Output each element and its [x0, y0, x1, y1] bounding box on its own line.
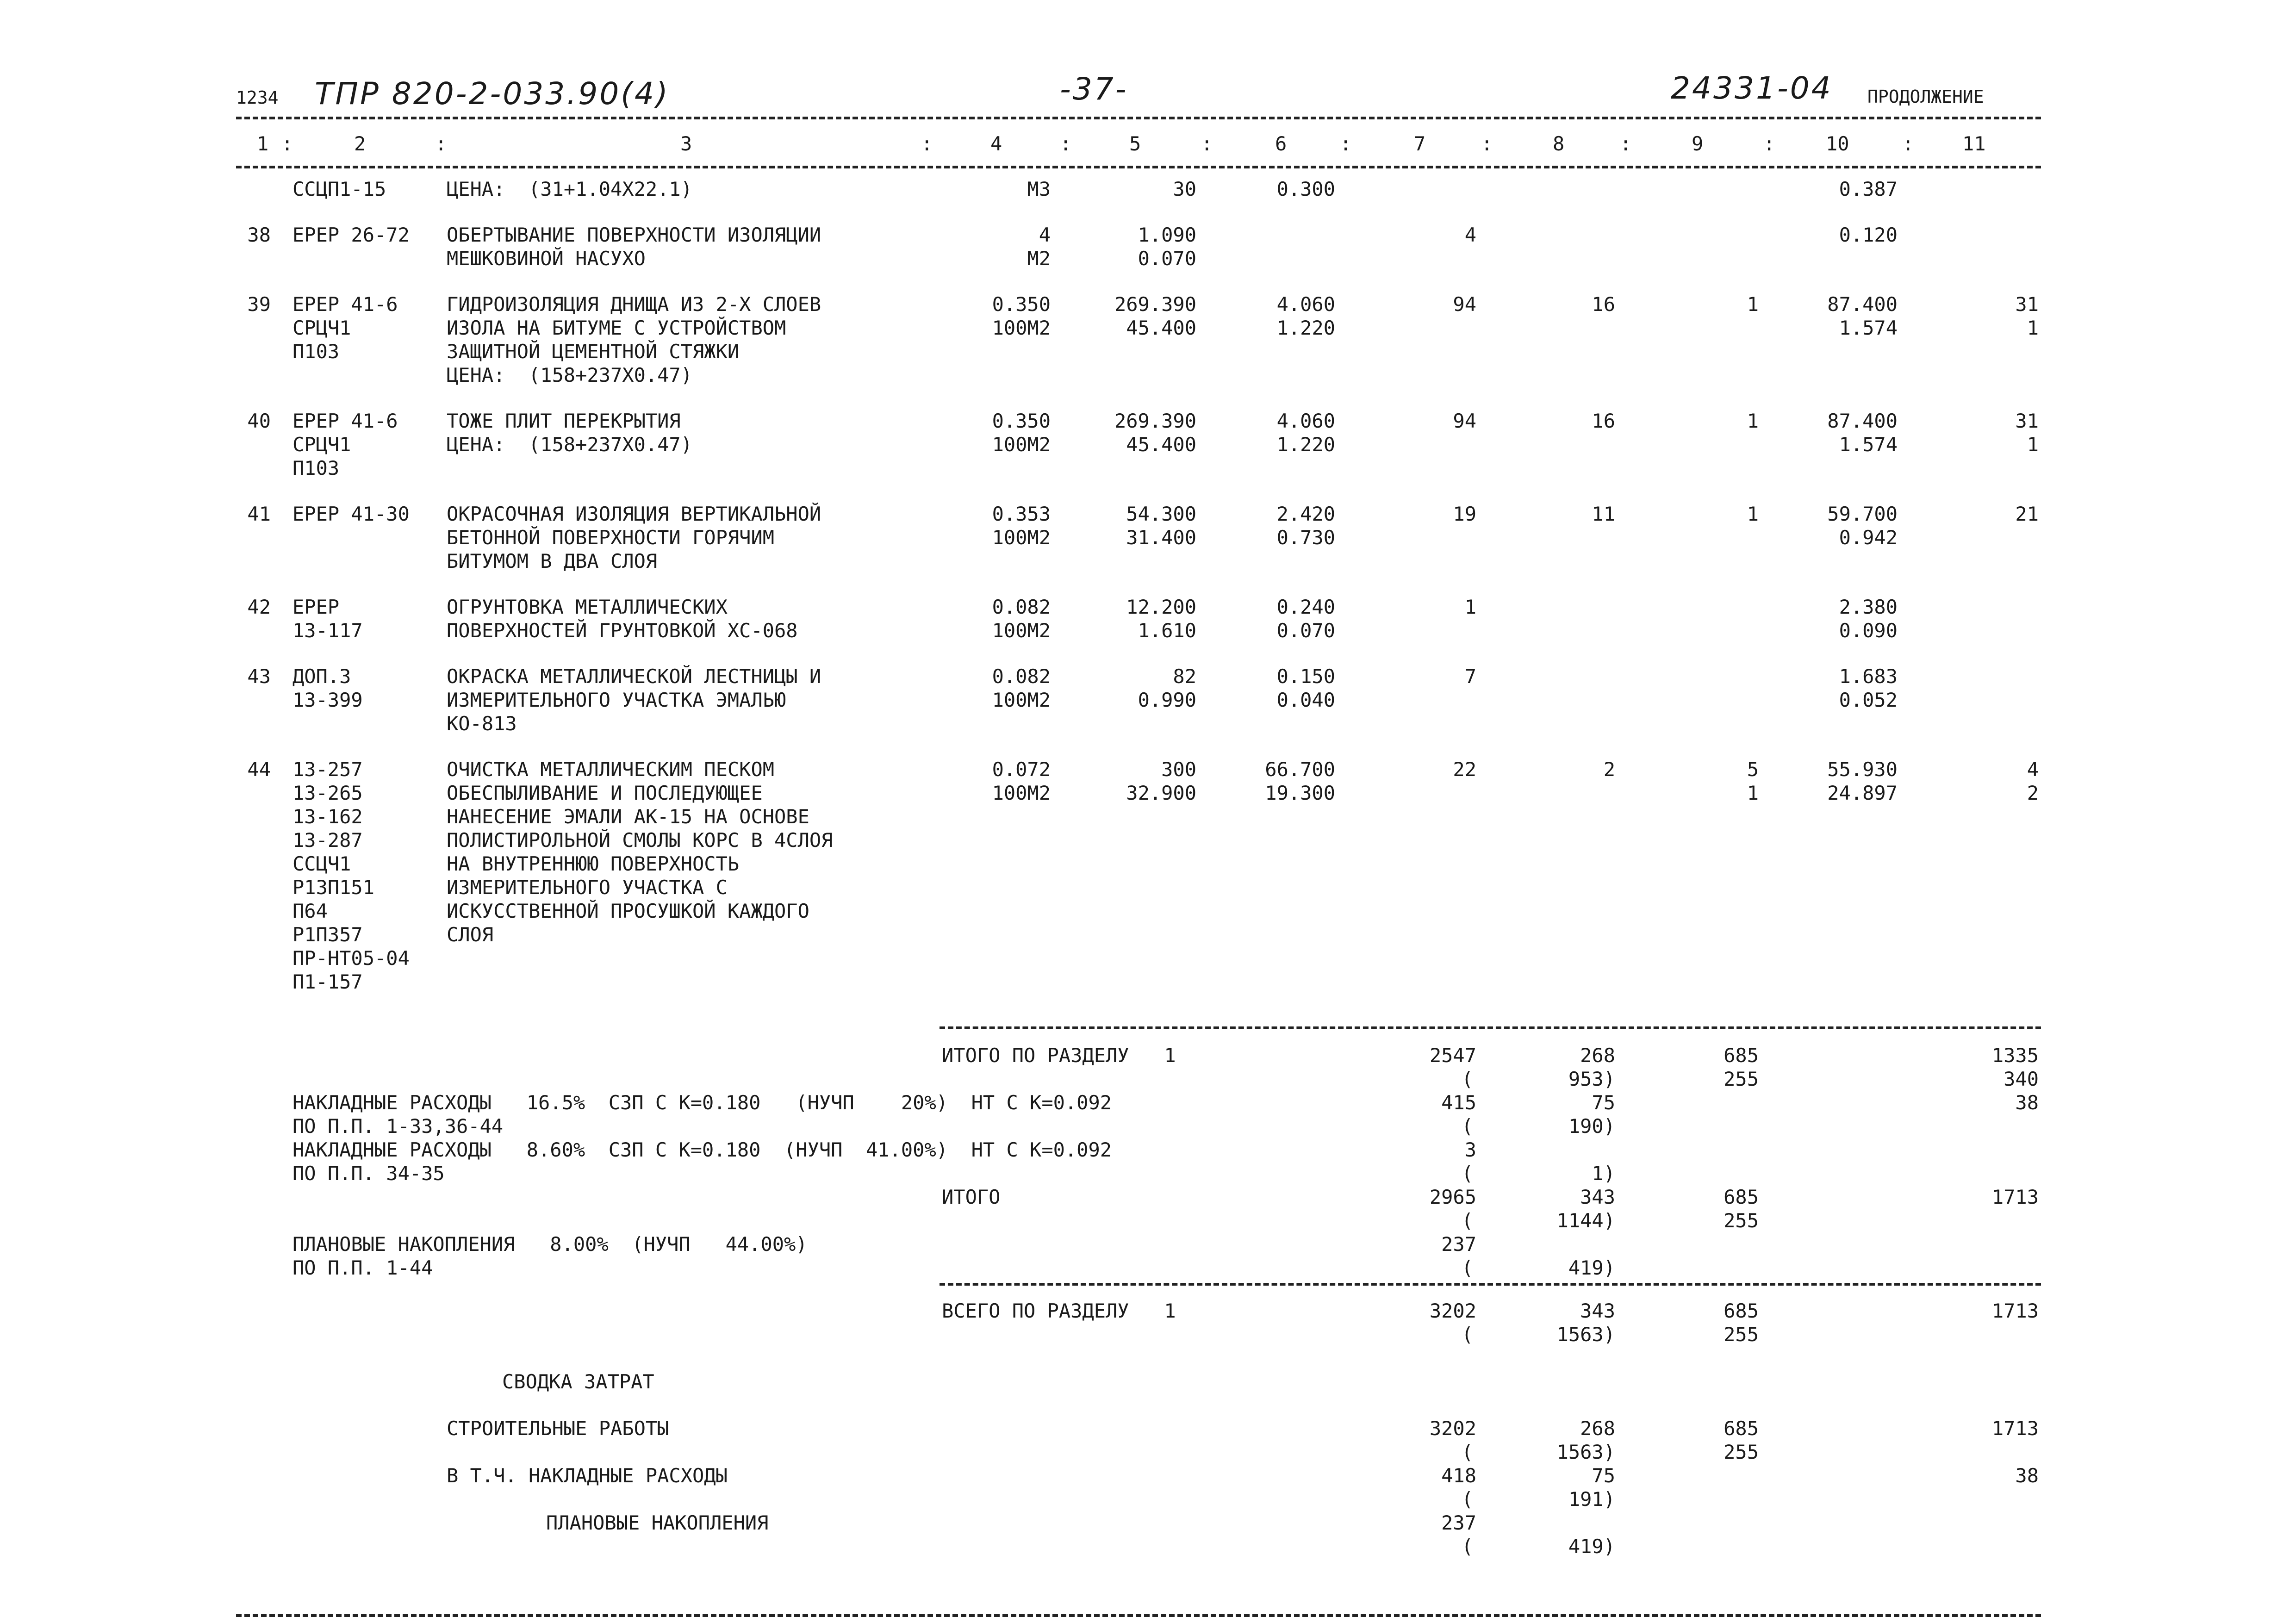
header-rule-bottom: [236, 166, 2041, 168]
cell-col-7: 4: [1464, 224, 1476, 246]
cell-col-7: 94: [1453, 410, 1476, 432]
cell-col-11: 31: [2015, 293, 2039, 316]
cell-col-3: ОЧИСТКА МЕТАЛЛИЧЕСКИМ ПЕСКОМ: [447, 758, 775, 781]
cell-col-10: 87.400: [1827, 410, 1898, 432]
paren-open: (: [1462, 1115, 1474, 1138]
cell-col-8: 2: [1603, 758, 1615, 781]
header-rule-top: [236, 117, 2041, 119]
total-col-11: 340: [2004, 1068, 2039, 1090]
cell-col-2: ЕРЕР 41-30: [292, 503, 410, 525]
cell-col-6: 0.240: [1276, 596, 1335, 618]
summary-col-8: 1563): [1556, 1441, 1615, 1463]
cell-col-5: 30: [1173, 178, 1196, 200]
cell-col-1: 39: [247, 293, 271, 316]
summary-col-9: 255: [1724, 1441, 1759, 1463]
summary-col-8: 268: [1580, 1417, 1615, 1440]
summary-label: ПЛАНОВЫЕ НАКОПЛЕНИЯ: [546, 1511, 769, 1534]
paren-open: (: [1462, 1162, 1474, 1185]
paren-open: (: [1462, 1441, 1474, 1463]
cell-col-2: Р1П357: [292, 923, 363, 946]
paren-open: (: [1462, 1323, 1474, 1346]
cell-col-3: ОГРУНТОВКА МЕТАЛЛИЧЕСКИХ: [447, 596, 728, 618]
cell-col-2: 13-117: [292, 619, 363, 642]
cell-col-4: 0.353: [992, 503, 1051, 525]
total-col-8: 190): [1568, 1115, 1615, 1138]
overhead-line: ПЛАНОВЫЕ НАКОПЛЕНИЯ 8.00% (НУЧП 44.00%): [292, 1233, 808, 1256]
total-col-7: 237: [1441, 1233, 1476, 1256]
cell-col-5: 269.390: [1114, 410, 1196, 432]
cell-col-8: 16: [1592, 293, 1615, 316]
cell-col-5: 300: [1161, 758, 1196, 781]
summary-col-9: 685: [1724, 1417, 1759, 1440]
cell-col-1: 43: [247, 665, 271, 688]
total-col-7: 415: [1441, 1091, 1476, 1114]
cell-col-3: НАНЕСЕНИЕ ЭМАЛИ АК-15 НА ОСНОВЕ: [447, 805, 809, 828]
cell-col-5: 0.070: [1138, 247, 1196, 270]
column-header-3: 3: [680, 132, 692, 155]
sheet-number: 1234: [236, 87, 279, 108]
cell-col-5: 31.400: [1126, 526, 1196, 549]
cell-col-3: БИТУМОМ В ДВА СЛОЯ: [447, 550, 658, 572]
cell-col-11: 31: [2015, 410, 2039, 432]
cell-col-9: 1: [1747, 410, 1759, 432]
cell-col-10: 24.897: [1827, 782, 1898, 804]
column-header-11: 11: [1962, 132, 1986, 155]
summary-title: СВОДКА ЗАТРАТ: [502, 1370, 654, 1393]
cell-col-8: 11: [1592, 503, 1615, 525]
cell-col-4: М3: [1027, 178, 1051, 200]
cell-col-5: 1.090: [1138, 224, 1196, 246]
cell-col-2: ЕРЕР 41-6: [292, 410, 398, 432]
cell-col-4: 100М2: [992, 782, 1051, 804]
cell-col-1: 44: [247, 758, 271, 781]
summary-col-7: 237: [1441, 1511, 1476, 1534]
cell-col-10: 0.942: [1839, 526, 1898, 549]
document-code: ТПР 820-2-033.90(4): [315, 76, 670, 112]
summary-label: В Т.Ч. НАКЛАДНЫЕ РАСХОДЫ: [447, 1464, 728, 1487]
cell-col-7: 22: [1453, 758, 1476, 781]
cell-col-4: 0.350: [992, 410, 1051, 432]
cell-col-5: 82: [1173, 665, 1196, 688]
total-col-11: 1713: [1991, 1186, 2039, 1208]
cell-col-2: СРЦЧ1: [292, 317, 351, 339]
column-separator: :: [1620, 132, 1632, 155]
column-header-6: 6: [1275, 132, 1287, 155]
cell-col-2: П103: [292, 457, 340, 479]
cell-col-6: 2.420: [1276, 503, 1335, 525]
column-header-1: 1: [257, 132, 269, 155]
cell-col-10: 55.930: [1827, 758, 1898, 781]
cell-col-7: 1: [1464, 596, 1476, 618]
total-col-9: 255: [1724, 1209, 1759, 1232]
total-label: ИТОГО ПО РАЗДЕЛУ 1: [942, 1044, 1176, 1067]
overhead-line: НАКЛАДНЫЕ РАСХОДЫ 16.5% СЗП С К=0.180 (НУЧП 20%) НТ С К=0.092: [292, 1091, 1112, 1114]
grand-total-rule: [940, 1283, 2041, 1286]
total-col-8: 75: [1592, 1091, 1615, 1114]
cell-col-4: 0.082: [992, 665, 1051, 688]
cell-col-6: 1.220: [1276, 317, 1335, 339]
column-separator: :: [281, 132, 293, 155]
summary-col-8: 75: [1592, 1464, 1615, 1487]
summary-col-11: 38: [2015, 1464, 2039, 1487]
column-separator: :: [1201, 132, 1213, 155]
cell-col-10: 0.120: [1839, 224, 1898, 246]
total-col-8: 268: [1580, 1044, 1615, 1067]
cell-col-3: ЦЕНА: (158+237X0.47): [447, 433, 693, 456]
column-separator: :: [435, 132, 447, 155]
section-total-rule: [940, 1026, 2041, 1029]
cell-col-6: 0.150: [1276, 665, 1335, 688]
cell-col-8: 16: [1592, 410, 1615, 432]
cell-col-4: 0.350: [992, 293, 1051, 316]
cell-col-5: 1.610: [1138, 619, 1196, 642]
cell-col-2: ССЦЧ1: [292, 852, 351, 875]
page-bottom-rule: [236, 1614, 2041, 1617]
cell-col-2: ЕРЕР 26-72: [292, 224, 410, 246]
total-col-11: 1335: [1991, 1044, 2039, 1067]
total-col-8: 1): [1592, 1162, 1615, 1185]
cell-col-5: 269.390: [1114, 293, 1196, 316]
column-header-7: 7: [1414, 132, 1426, 155]
column-separator: :: [1481, 132, 1493, 155]
cell-col-3: КО-813: [447, 712, 517, 735]
paren-open: (: [1462, 1068, 1474, 1090]
cell-col-3: ЦЕНА: (158+237X0.47): [447, 364, 693, 386]
cell-col-2: ЕРЕР 41-6: [292, 293, 398, 316]
cell-col-3: ИЗМЕРИТЕЛЬНОГО УЧАСТКА С: [447, 876, 728, 899]
total-col-9: 685: [1724, 1186, 1759, 1208]
total-col-7: 2547: [1429, 1044, 1476, 1067]
cell-col-3: ОКРАСКА МЕТАЛЛИЧЕСКОЙ ЛЕСТНИЦЫ И: [447, 665, 821, 688]
total-col-9: 255: [1724, 1323, 1759, 1346]
total-col-8: 419): [1568, 1256, 1615, 1279]
cell-col-7: 19: [1453, 503, 1476, 525]
total-col-9: 685: [1724, 1044, 1759, 1067]
cell-col-2: 13-287: [292, 829, 363, 852]
cell-col-6: 66.700: [1265, 758, 1335, 781]
column-separator: :: [1902, 132, 1914, 155]
cell-col-4: 0.072: [992, 758, 1051, 781]
cell-col-2: 13-257: [292, 758, 363, 781]
cell-col-10: 0.387: [1839, 178, 1898, 200]
total-col-9: 255: [1724, 1068, 1759, 1090]
total-col-9: 685: [1724, 1300, 1759, 1322]
cell-col-11: 1: [2027, 317, 2039, 339]
cell-col-3: ГИДРОИЗОЛЯЦИЯ ДНИЩА ИЗ 2-Х СЛОЕВ: [447, 293, 821, 316]
cell-col-3: НА ВНУТРЕННЮЮ ПОВЕРХНОСТЬ: [447, 852, 740, 875]
cell-col-6: 19.300: [1265, 782, 1335, 804]
cell-col-7: 94: [1453, 293, 1476, 316]
cell-col-3: ИЗМЕРИТЕЛЬНОГО УЧАСТКА ЭМАЛЬЮ: [447, 689, 786, 711]
cell-col-10: 1.574: [1839, 317, 1898, 339]
cell-col-4: 100М2: [992, 433, 1051, 456]
cell-col-11: 4: [2027, 758, 2039, 781]
cell-col-5: 32.900: [1126, 782, 1196, 804]
cell-col-5: 0.990: [1138, 689, 1196, 711]
cell-col-6: 0.040: [1276, 689, 1335, 711]
cell-col-6: 0.070: [1276, 619, 1335, 642]
cell-col-3: ЦЕНА: (31+1.04X22.1): [447, 178, 693, 200]
total-label: ВСЕГО ПО РАЗДЕЛУ 1: [942, 1300, 1176, 1322]
column-header-2: 2: [354, 132, 366, 155]
overhead-line: НАКЛАДНЫЕ РАСХОДЫ 8.60% СЗП С К=0.180 (НУЧП 41.00%) НТ С К=0.092: [292, 1138, 1112, 1161]
cell-col-9: 1: [1747, 293, 1759, 316]
cell-col-6: 4.060: [1276, 410, 1335, 432]
cell-col-2: П64: [292, 900, 328, 922]
column-header-9: 9: [1692, 132, 1704, 155]
total-col-11: 38: [2015, 1091, 2039, 1114]
cell-col-11: 2: [2027, 782, 2039, 804]
cell-col-5: 54.300: [1126, 503, 1196, 525]
cell-col-10: 1.683: [1839, 665, 1898, 688]
paren-open: (: [1462, 1209, 1474, 1232]
cell-col-3: ИСКУССТВЕННОЙ ПРОСУШКОЙ КАЖДОГО: [447, 900, 809, 922]
cell-col-3: ИЗОЛА НА БИТУМЕ С УСТРОЙСТВОМ: [447, 317, 786, 339]
overhead-line: ПО П.П. 1-33,36-44: [292, 1115, 504, 1138]
cell-col-10: 0.090: [1839, 619, 1898, 642]
cell-col-3: ТОЖЕ ПЛИТ ПЕРЕКРЫТИЯ: [447, 410, 681, 432]
column-separator: :: [1340, 132, 1352, 155]
total-label: ИТОГО: [942, 1186, 1001, 1208]
cell-col-2: П103: [292, 340, 340, 363]
cell-col-9: 5: [1747, 758, 1759, 781]
cell-col-2: 13-162: [292, 805, 363, 828]
cell-col-6: 4.060: [1276, 293, 1335, 316]
cell-col-3: СЛОЯ: [447, 923, 494, 946]
cell-col-2: СРЦЧ1: [292, 433, 351, 456]
cell-col-6: 1.220: [1276, 433, 1335, 456]
cell-col-1: 42: [247, 596, 271, 618]
cell-col-2: ССЦП1-15: [292, 178, 386, 200]
cell-col-4: 100М2: [992, 689, 1051, 711]
summary-col-11: 1713: [1991, 1417, 2039, 1440]
cell-col-10: 0.052: [1839, 689, 1898, 711]
cell-col-4: 100М2: [992, 526, 1051, 549]
cell-col-10: 59.700: [1827, 503, 1898, 525]
cell-col-6: 0.300: [1276, 178, 1335, 200]
column-header-5: 5: [1129, 132, 1141, 155]
cell-col-5: 45.400: [1126, 317, 1196, 339]
cell-col-2: 13-399: [292, 689, 363, 711]
page-number: -37-: [1060, 71, 1128, 107]
cell-col-3: ОБЕСПЫЛИВАНИЕ И ПОСЛЕДУЮЩЕЕ: [447, 782, 763, 804]
summary-col-8: 191): [1568, 1488, 1615, 1511]
cell-col-3: ОБЕРТЫВАНИЕ ПОВЕРХНОСТИ ИЗОЛЯЦИИ: [447, 224, 821, 246]
cell-col-9: 1: [1747, 503, 1759, 525]
total-col-8: 343: [1580, 1300, 1615, 1322]
total-col-8: 343: [1580, 1186, 1615, 1208]
total-col-8: 1563): [1556, 1323, 1615, 1346]
column-separator: :: [1060, 132, 1072, 155]
cell-col-5: 12.200: [1126, 596, 1196, 618]
cell-col-9: 1: [1747, 782, 1759, 804]
document-sheet-code: 24331-04: [1671, 70, 1833, 106]
cell-col-2: ПР-НТ05-04: [292, 947, 410, 970]
cell-col-11: 21: [2015, 503, 2039, 525]
cell-col-4: 100М2: [992, 317, 1051, 339]
cell-col-5: 45.400: [1126, 433, 1196, 456]
cell-col-3: ПОВЕРХНОСТЕЙ ГРУНТОВКОЙ ХС-068: [447, 619, 798, 642]
cell-col-4: 4: [1039, 224, 1051, 246]
column-separator: :: [921, 132, 933, 155]
cell-col-3: БЕТОННОЙ ПОВЕРХНОСТИ ГОРЯЧИМ: [447, 526, 775, 549]
cell-col-3: МЕШКОВИНОЙ НАСУХО: [447, 247, 646, 270]
total-col-11: 1713: [1991, 1300, 2039, 1322]
cell-col-3: ОКРАСОЧНАЯ ИЗОЛЯЦИЯ ВЕРТИКАЛЬНОЙ: [447, 503, 821, 525]
cell-col-11: 1: [2027, 433, 2039, 456]
column-separator: :: [1763, 132, 1775, 155]
summary-col-7: 418: [1441, 1464, 1476, 1487]
cell-col-10: 2.380: [1839, 596, 1898, 618]
cell-col-1: 41: [247, 503, 271, 525]
total-col-7: 3: [1464, 1138, 1476, 1161]
cell-col-2: 13-265: [292, 782, 363, 804]
summary-label: СТРОИТЕЛЬНЫЕ РАБОТЫ: [447, 1417, 669, 1440]
cell-col-2: Р13П151: [292, 876, 375, 899]
cell-col-10: 1.574: [1839, 433, 1898, 456]
cell-col-2: П1-157: [292, 970, 363, 993]
paren-open: (: [1462, 1256, 1474, 1279]
paren-open: (: [1462, 1535, 1474, 1558]
cell-col-6: 0.730: [1276, 526, 1335, 549]
total-col-8: 953): [1568, 1068, 1615, 1090]
column-header-10: 10: [1826, 132, 1849, 155]
cell-col-2: ДОП.3: [292, 665, 351, 688]
paren-open: (: [1462, 1488, 1474, 1511]
cell-col-3: ПОЛИСТИРОЛЬНОЙ СМОЛЫ КОРС В 4СЛОЯ: [447, 829, 833, 852]
cell-col-10: 87.400: [1827, 293, 1898, 316]
cell-col-1: 40: [247, 410, 271, 432]
summary-col-7: 3202: [1429, 1417, 1476, 1440]
cell-col-4: 0.082: [992, 596, 1051, 618]
cell-col-4: М2: [1027, 247, 1051, 270]
column-header-8: 8: [1553, 132, 1565, 155]
cell-col-2: ЕРЕР: [292, 596, 340, 618]
cell-col-4: 100М2: [992, 619, 1051, 642]
cell-col-7: 7: [1464, 665, 1476, 688]
cell-col-1: 38: [247, 224, 271, 246]
column-header-4: 4: [990, 132, 1002, 155]
total-col-8: 1144): [1556, 1209, 1615, 1232]
continuation-label: ПРОДОЛЖЕНИЕ: [1867, 87, 1984, 107]
total-col-7: 2965: [1429, 1186, 1476, 1208]
summary-col-8: 419): [1568, 1535, 1615, 1558]
total-col-7: 3202: [1429, 1300, 1476, 1322]
overhead-line: ПО П.П. 34-35: [292, 1162, 445, 1185]
overhead-line: ПО П.П. 1-44: [292, 1256, 433, 1279]
cell-col-3: ЗАЩИТНОЙ ЦЕМЕНТНОЙ СТЯЖКИ: [447, 340, 740, 363]
